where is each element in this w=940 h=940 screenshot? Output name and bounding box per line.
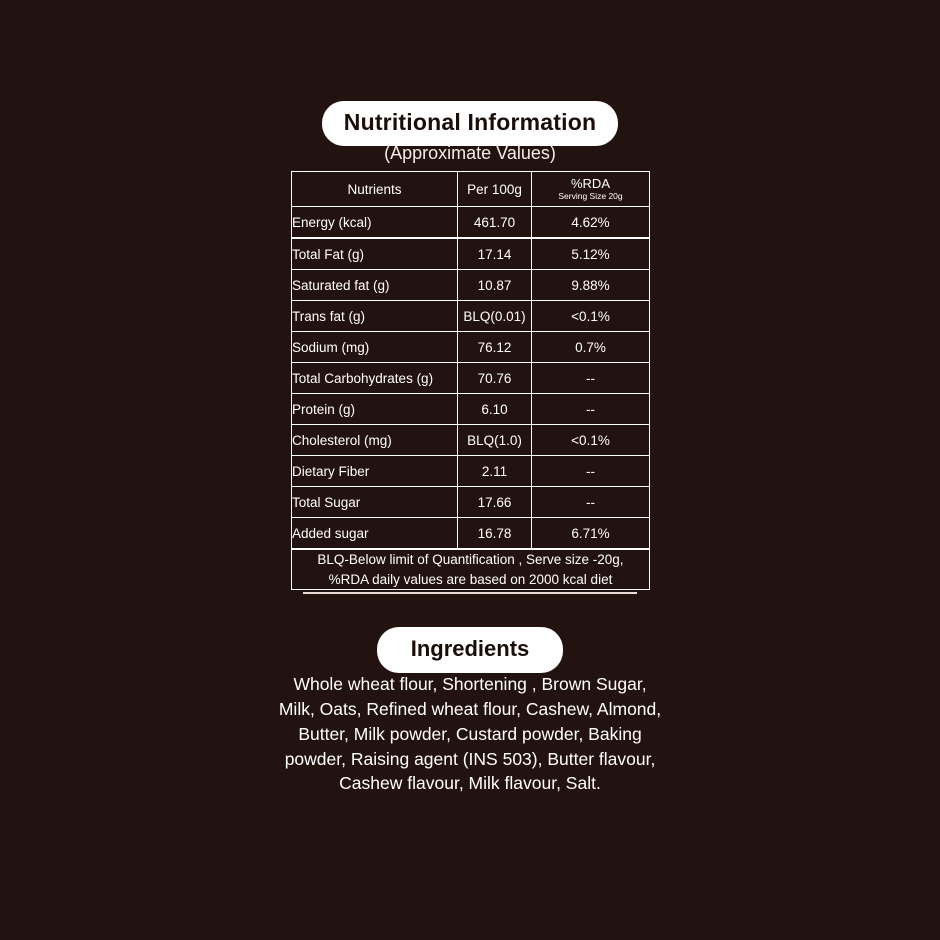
table-row xyxy=(292,518,650,550)
nutrient-per-100g: 2.11 xyxy=(458,456,532,487)
table-footnote xyxy=(292,549,650,590)
nutrient-per-100g: 17.66 xyxy=(458,487,532,518)
nutrient-name: Total Carbohydrates (g) xyxy=(292,363,458,394)
table-row xyxy=(292,394,650,425)
nutrient-name: Total Fat (g) xyxy=(292,238,458,270)
nutrient-rda: -- xyxy=(532,487,650,518)
footnote-line-1: BLQ-Below limit of Quantification , Serve size -20g, xyxy=(317,552,624,567)
table-row xyxy=(292,270,650,301)
ingredients-line-5: Cashew flavour, Milk flavour, Salt. xyxy=(339,773,601,794)
nutrient-rda: 9.88% xyxy=(532,270,650,301)
nutrient-per-100g: 70.76 xyxy=(458,363,532,394)
nutritional-information-heading: Nutritional Information xyxy=(322,101,618,146)
ingredients-list xyxy=(270,672,670,796)
column-header-rda xyxy=(532,172,650,207)
nutrient-rda: -- xyxy=(532,363,650,394)
approximate-values-subheading: (Approximate Values) xyxy=(384,143,556,163)
nutrient-rda: 4.62% xyxy=(532,207,650,239)
ingredients-line-3: Butter, Milk powder, Custard powder, Baking xyxy=(298,723,642,744)
nutrient-name: Cholesterol (mg) xyxy=(292,425,458,456)
table-row xyxy=(292,487,650,518)
nutrient-per-100g: BLQ(0.01) xyxy=(458,301,532,332)
column-header-nutrients: Nutrients xyxy=(292,172,458,207)
nutrient-per-100g: 17.14 xyxy=(458,238,532,270)
table-footnote-row xyxy=(292,549,650,590)
ingredients-line-2: Milk, Oats, Refined wheat flour, Cashew, Almond, xyxy=(278,698,662,719)
nutrient-name: Added sugar xyxy=(292,518,458,550)
table-row xyxy=(292,456,650,487)
table-row xyxy=(292,301,650,332)
table-row xyxy=(292,238,650,270)
section-divider xyxy=(303,592,637,594)
table-header-row xyxy=(292,172,650,207)
table-row xyxy=(292,207,650,239)
nutrient-per-100g: BLQ(1.0) xyxy=(458,425,532,456)
nutrient-rda: -- xyxy=(532,456,650,487)
nutrient-rda: <0.1% xyxy=(532,425,650,456)
table-row xyxy=(292,425,650,456)
footnote-line-2: %RDA daily values are based on 2000 kcal diet xyxy=(328,571,613,587)
nutrient-rda: 0.7% xyxy=(532,332,650,363)
nutrient-rda: -- xyxy=(532,394,650,425)
nutrient-name: Trans fat (g) xyxy=(292,301,458,332)
nutrition-table-wrap xyxy=(291,171,649,590)
nutrient-name: Sodium (mg) xyxy=(292,332,458,363)
nutrition-table xyxy=(291,171,650,590)
ingredients-line-4: powder, Raising agent (INS 503), Butter flavour, xyxy=(284,748,656,769)
nutrient-name: Saturated fat (g) xyxy=(292,270,458,301)
nutrient-rda: 5.12% xyxy=(532,238,650,270)
table-row xyxy=(292,332,650,363)
nutrient-name: Total Sugar xyxy=(292,487,458,518)
ingredients-heading-wrap xyxy=(0,627,940,673)
nutrient-rda: 6.71% xyxy=(532,518,650,550)
nutrient-per-100g: 16.78 xyxy=(458,518,532,550)
nutrient-name: Protein (g) xyxy=(292,394,458,425)
nutrient-per-100g: 461.70 xyxy=(458,207,532,239)
ingredients-line-1: Whole wheat flour, Shortening , Brown Sugar, xyxy=(293,674,647,694)
column-header-per-100g: Per 100g xyxy=(458,172,532,207)
nutrient-per-100g: 6.10 xyxy=(458,394,532,425)
nutrient-per-100g: 76.12 xyxy=(458,332,532,363)
column-header-rda-sub: Serving Size 20g xyxy=(558,190,623,201)
nutritional-information-heading-wrap xyxy=(0,101,940,146)
nutrient-rda: <0.1% xyxy=(532,301,650,332)
nutrient-name: Energy (kcal) xyxy=(292,207,458,239)
nutrient-name: Dietary Fiber xyxy=(292,456,458,487)
nutrient-per-100g: 10.87 xyxy=(458,270,532,301)
ingredients-heading: Ingredients xyxy=(377,627,564,673)
column-header-rda-main: %RDA xyxy=(570,176,610,192)
table-row xyxy=(292,363,650,394)
